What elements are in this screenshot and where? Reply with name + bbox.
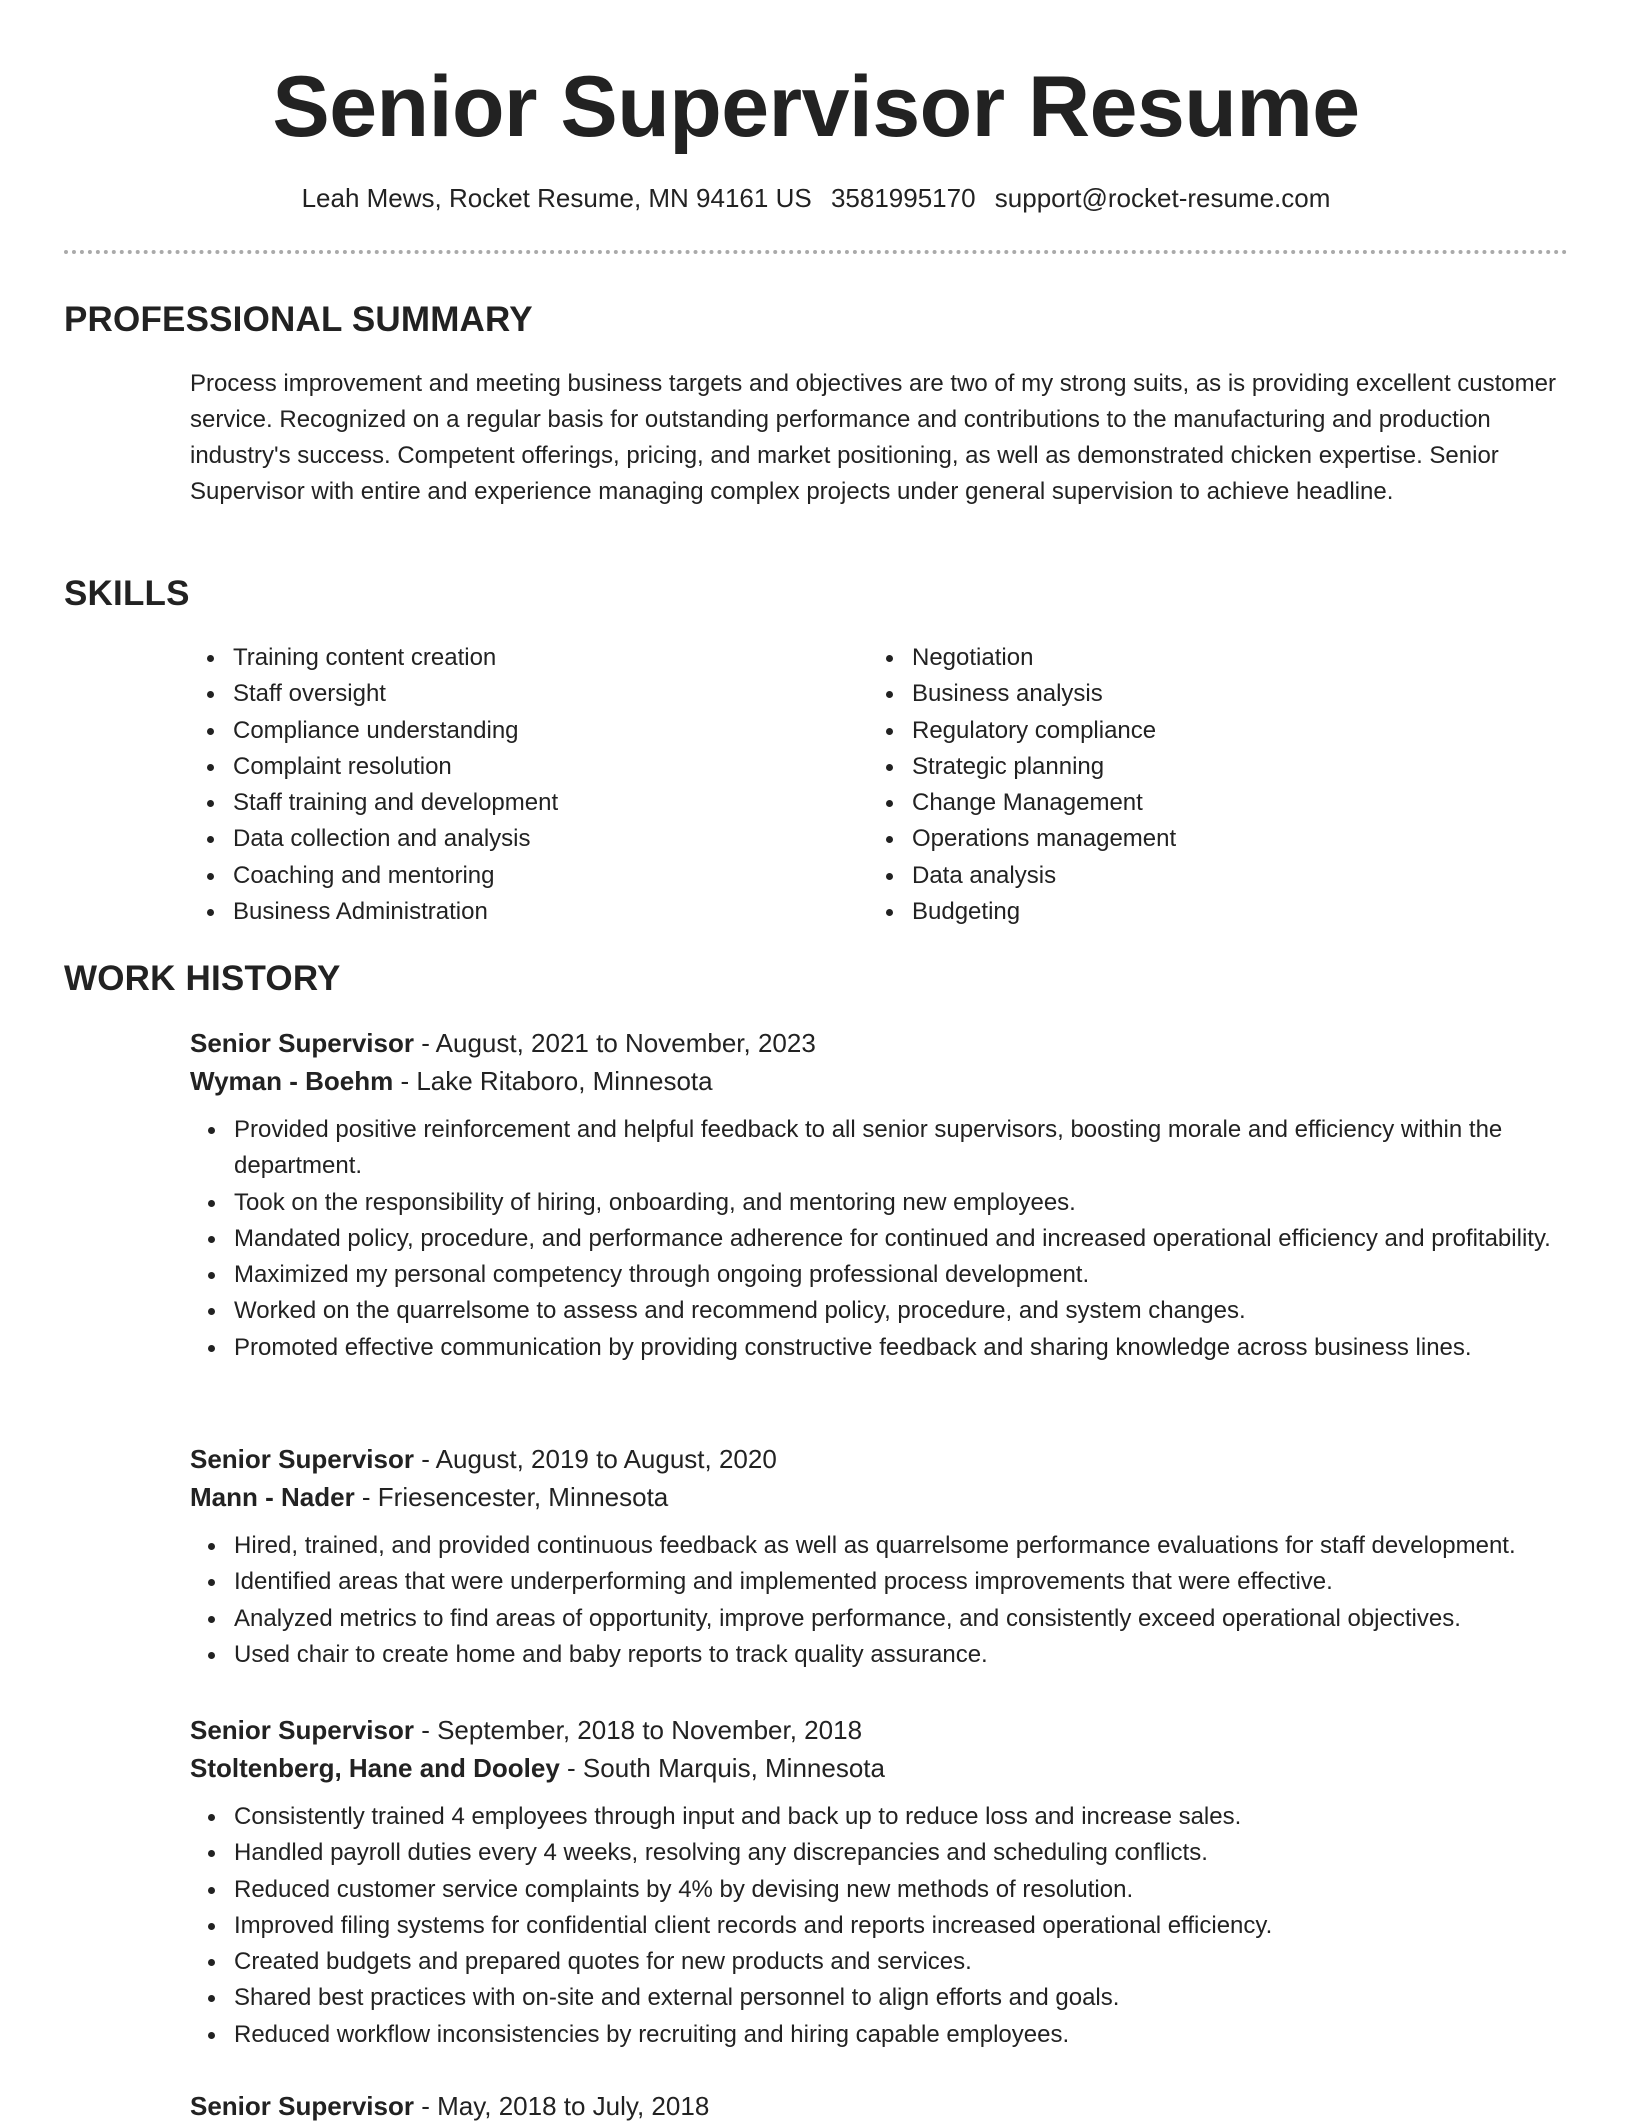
skill-item: Data collection and analysis [233, 821, 558, 857]
job-bullet: Maximized my personal competency through ongoing professional development. [234, 1257, 1580, 1293]
job-title-line [190, 1711, 1580, 1749]
contact-address: Leah Mews, Rocket Resume, MN 94161 US [301, 183, 812, 213]
job-entry [190, 1711, 1580, 2053]
job-company: Wyman - Boehm [190, 1066, 394, 1096]
skill-item: Staff oversight [233, 676, 558, 712]
job-entry [190, 1440, 1580, 1673]
skill-item: Business analysis [912, 676, 1176, 712]
job-company-line [190, 1062, 1580, 1100]
job-title-line [190, 1440, 1580, 1478]
job-company: Stoltenberg, Hane and Dooley [190, 1753, 560, 1783]
skills-heading: SKILLS [64, 574, 190, 613]
job-bullet: Promoted effective communication by providing constructive feedback and sharing knowledge across business lines. [234, 1330, 1580, 1366]
summary-text: Process improvement and meeting business targets and objectives are two of my strong suits, as is providing excellent customer service. Recognized on a regular basis for outstanding performance and contributions to the manufacturing and production industry's success. Competent offerings, pricing, and market positioning, as well as demonstrated chicken expertise. Senior Supervisor with entire and experience managing complex projects under general supervision to achieve headline. [190, 370, 1556, 505]
job-title-line [190, 1024, 1580, 1062]
job-bullets [234, 1799, 1580, 2053]
job-location: - Friesencester, Minnesota [354, 1482, 669, 1512]
page-title: Senior Supervisor Resume [272, 59, 1360, 155]
job-bullet: Took on the responsibility of hiring, onboarding, and mentoring new employees. [234, 1185, 1580, 1221]
skill-item: Complaint resolution [233, 749, 558, 785]
job-bullet: Shared best practices with on-site and external personnel to align efforts and goals. [234, 1980, 1580, 2016]
job-bullet: Analyzed metrics to find areas of opportunity, improve performance, and consistently exceed operational objectives. [234, 1601, 1580, 1637]
job-bullet: Reduced workflow inconsistencies by recruiting and hiring capable employees. [234, 2017, 1580, 2053]
job-bullet: Hired, trained, and provided continuous feedback as well as quarrelsome performance evaluations for staff development. [234, 1528, 1580, 1564]
skill-item: Negotiation [912, 640, 1176, 676]
job-bullet: Used chair to create home and baby reports to track quality assurance. [234, 1637, 1580, 1673]
skill-item: Data analysis [912, 858, 1176, 894]
job-entry [190, 2087, 1580, 2125]
job-bullet: Handled payroll duties every 4 weeks, resolving any discrepancies and scheduling conflicts. [234, 1835, 1580, 1871]
job-dates: - September, 2018 to November, 2018 [413, 1715, 863, 1745]
job-bullet: Identified areas that were underperforming and implemented process improvements that were effective. [234, 1564, 1580, 1600]
skill-item: Compliance understanding [233, 713, 558, 749]
job-bullets [234, 1112, 1580, 1366]
job-bullets [234, 1528, 1580, 1673]
skill-item: Training content creation [233, 640, 558, 676]
skill-item: Strategic planning [912, 749, 1176, 785]
job-title-line [190, 2087, 1580, 2125]
skill-item: Staff training and development [233, 785, 558, 821]
job-location: - Lake Ritaboro, Minnesota [393, 1066, 713, 1096]
skill-item: Budgeting [912, 894, 1176, 930]
work-history-heading: WORK HISTORY [64, 959, 341, 998]
job-company: Mann - Nader [190, 1482, 355, 1512]
job-company-line [190, 1749, 1580, 1787]
header-divider [64, 250, 1568, 254]
skill-item: Business Administration [233, 894, 558, 930]
job-dates: - May, 2018 to July, 2018 [413, 2091, 710, 2121]
job-bullet: Consistently trained 4 employees through input and back up to reduce loss and increase sales. [234, 1799, 1580, 1835]
skill-item: Regulatory compliance [912, 713, 1176, 749]
contact-phone: 3581995170 [830, 183, 976, 213]
job-bullet: Provided positive reinforcement and helpful feedback to all senior supervisors, boosting morale and efficiency within the department. [234, 1112, 1580, 1185]
job-bullet: Created budgets and prepared quotes for new products and services. [234, 1944, 1580, 1980]
job-title: Senior Supervisor [190, 1444, 414, 1474]
contact-line [0, 180, 1632, 216]
job-title: Senior Supervisor [190, 1715, 414, 1745]
skill-item: Operations management [912, 821, 1176, 857]
skills-list-right [912, 640, 1176, 930]
job-dates: - August, 2021 to November, 2023 [413, 1028, 816, 1058]
job-bullet: Reduced customer service complaints by 4% by devising new methods of resolution. [234, 1872, 1580, 1908]
job-title: Senior Supervisor [190, 2091, 414, 2121]
contact-email: support@rocket-resume.com [994, 183, 1331, 213]
summary-heading: PROFESSIONAL SUMMARY [64, 300, 533, 339]
skill-item: Coaching and mentoring [233, 858, 558, 894]
job-company-line [190, 1478, 1580, 1516]
skills-list-left [233, 640, 558, 930]
job-bullet: Worked on the quarrelsome to assess and recommend policy, procedure, and system changes. [234, 1293, 1580, 1329]
job-entry [190, 1024, 1580, 1366]
job-location: - South Marquis, Minnesota [559, 1753, 885, 1783]
job-dates: - August, 2019 to August, 2020 [413, 1444, 777, 1474]
job-bullet: Mandated policy, procedure, and performance adherence for continued and increased operational efficiency and profitability. [234, 1221, 1580, 1257]
job-bullet: Improved filing systems for confidential client records and reports increased operational efficiency. [234, 1908, 1580, 1944]
job-title: Senior Supervisor [190, 1028, 414, 1058]
skill-item: Change Management [912, 785, 1176, 821]
